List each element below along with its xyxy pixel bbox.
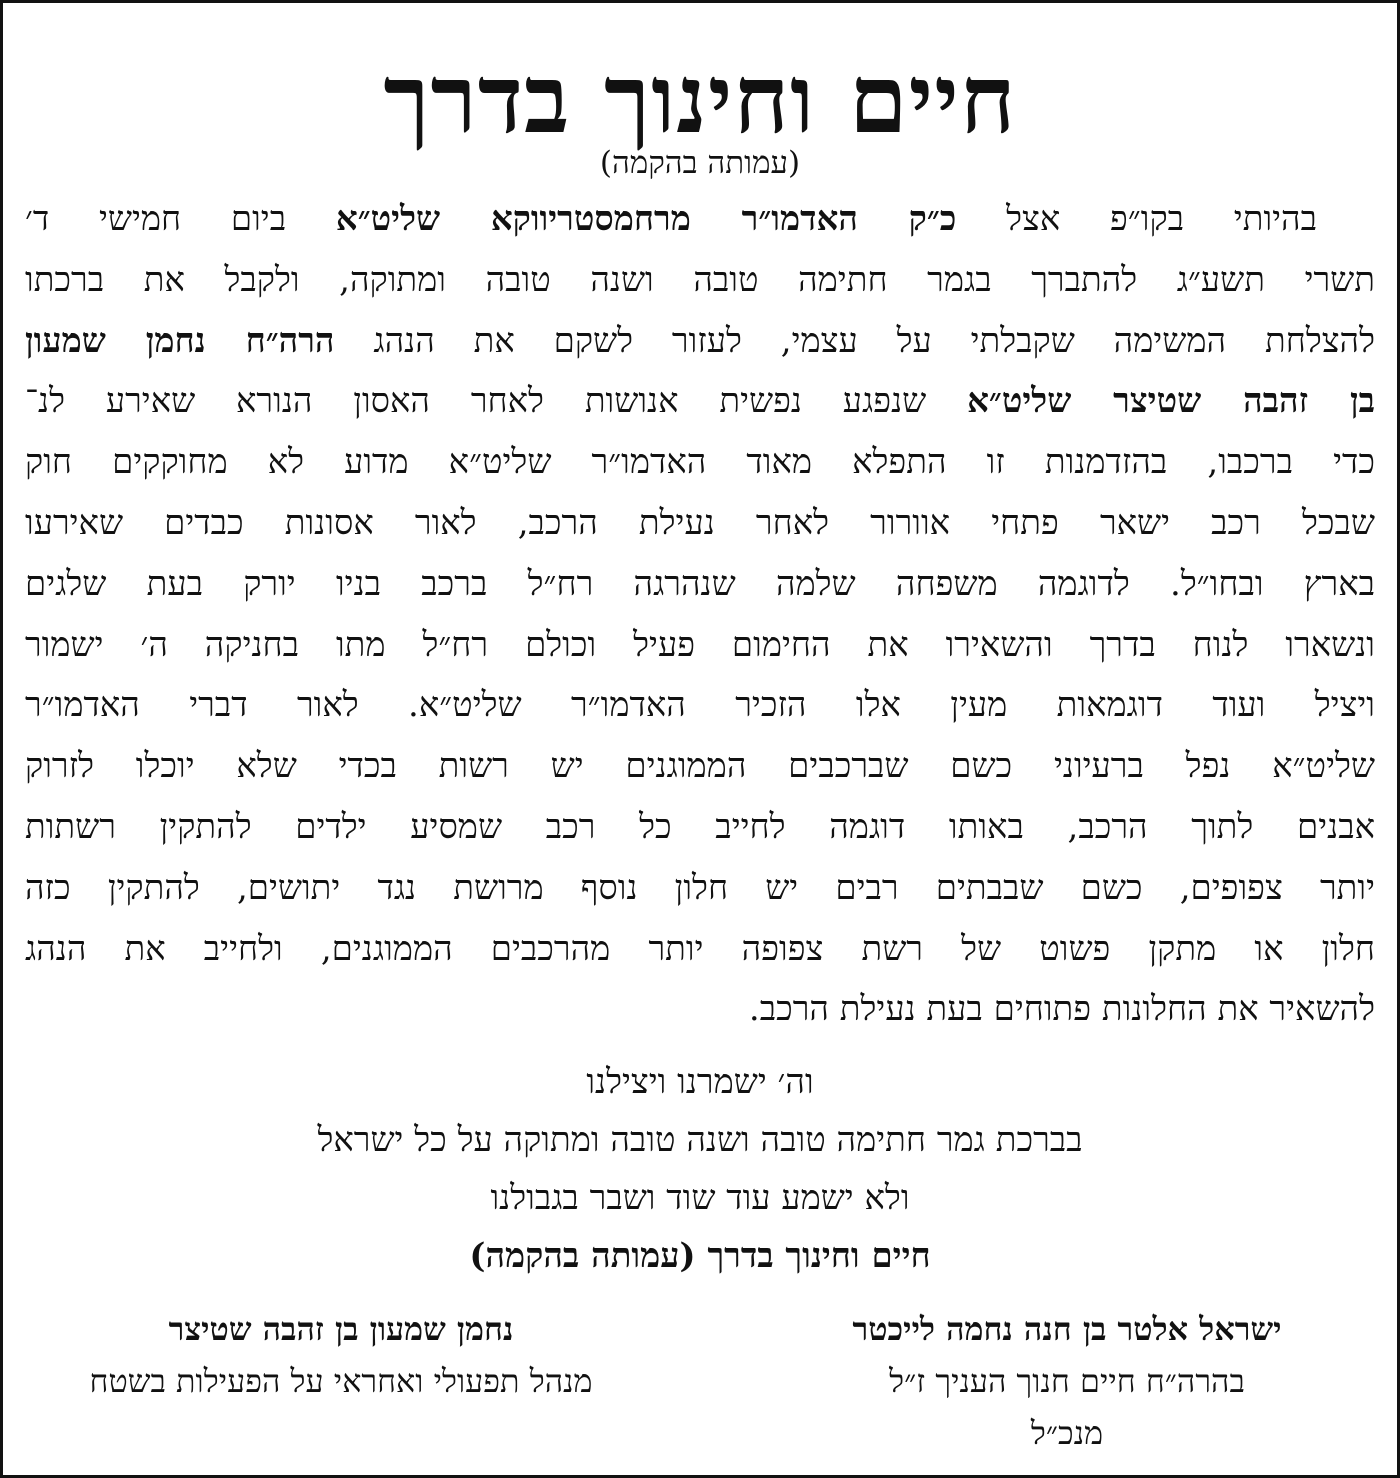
body-line-6: שבכל רכב ישאר פתחי אוורור לאחר נעילת הרכב, לאור אסונות כבדים שאירעו: [25, 502, 1375, 543]
closing-line-4: חיים וחינוך בדרך (עמותה בהקמה): [469, 1236, 931, 1276]
signature-right-name: ישראל אלטר בן חנה נחמה לייכטר: [852, 1310, 1282, 1348]
closing-line-2: בברכת גמר חתימה טובה ושנה טובה ומתוקה על כל ישראל: [317, 1120, 1083, 1160]
signature-left-name: נחמן שמעון בן זהבה שטיצר: [168, 1310, 514, 1348]
body-line-9: ויציל ועוד דוגמאות מעין אלו הזכיר האדמו״ר שליט״א. לאור דברי האדמו״ר: [25, 685, 1375, 726]
body-line-10: שליט״א נפל ברעיוני כשם שברכבים הממוגנים יש רשות בכדי שלא יוכלו לזרוק: [25, 746, 1375, 787]
body-line-12: יותר צפופים, כשם שבבתים רבים יש חלון נוסף מרושת נגד יתושים, להתקין כזה: [25, 867, 1375, 908]
signature-left-title: מנהל תפעולי ואחראי על הפעילות בשטח: [89, 1362, 593, 1400]
closing-line-3: ולא ישמע עוד שוד ושבר בגבולנו: [490, 1178, 910, 1218]
page-title: חיים וחינוך בדרך: [383, 45, 1017, 155]
signature-left: [41, 1303, 641, 1407]
signature-right: [827, 1303, 1307, 1459]
closing-line-1: וה׳ ישמרנו ויצילנו: [586, 1062, 814, 1102]
body-line-8: ונשארו לנוח בדרך והשאירו את החימום פעיל וכולם רח״ל מתו בחניקה ה׳ ישמור: [25, 624, 1375, 665]
body-line-13: חלון או מתקן פשוט של רשת צפופה יותר מהרכבים הממוגנים, ולחייב את הנהג: [25, 928, 1375, 969]
closing-block: [3, 1053, 1397, 1285]
body-line-1: בהיותי בקו״פ אצל כ״ק האדמו״ר מרחמסטריווקא שליט״א ביום חמישי ד׳: [25, 199, 1318, 239]
body-text: [25, 189, 1375, 1040]
body-line-3: להצלחת המשימה שקבלתי על עצמי, לעזור לשקם את הנהג הרה״ח נחמן שמעון: [25, 320, 1375, 361]
page-subtitle: (עמותה בהקמה): [599, 145, 801, 181]
body-line-2: תשרי תשע״ג להתברך בגמר חתימה טובה ושנה טובה ומתוקה, ולקבל את ברכתו: [25, 259, 1375, 300]
body-line-11: אבנים לתוך הרכב, באותו דוגמה לחייב כל רכב שמסיע ילדים להתקין רשתות: [25, 806, 1375, 847]
body-line-5: כדי ברכבו, בהזדמנות זו התפלא מאוד האדמו״ר שליט״א מדוע לא מחוקקים חוק: [25, 442, 1375, 483]
signature-right-line-2: בהרה״ח חיים חנוך העניך ז״ל: [889, 1362, 1245, 1400]
body-line-4: בן זהבה שטיצר שליט״א שנפגע נפשית אנושות לאחר האסון הנורא שאירע לנ־: [25, 381, 1375, 422]
signature-right-title: מנכ״ל: [1030, 1414, 1104, 1452]
body-line-14: להשאיר את החלונות פתוחים בעת נעילת הרכב.: [748, 989, 1375, 1030]
body-line-7: בארץ ובחו״ל. לדוגמה משפחה שלמה שנהרגה רח״ל ברכב בניו יורק בעת שלגים: [25, 563, 1375, 604]
